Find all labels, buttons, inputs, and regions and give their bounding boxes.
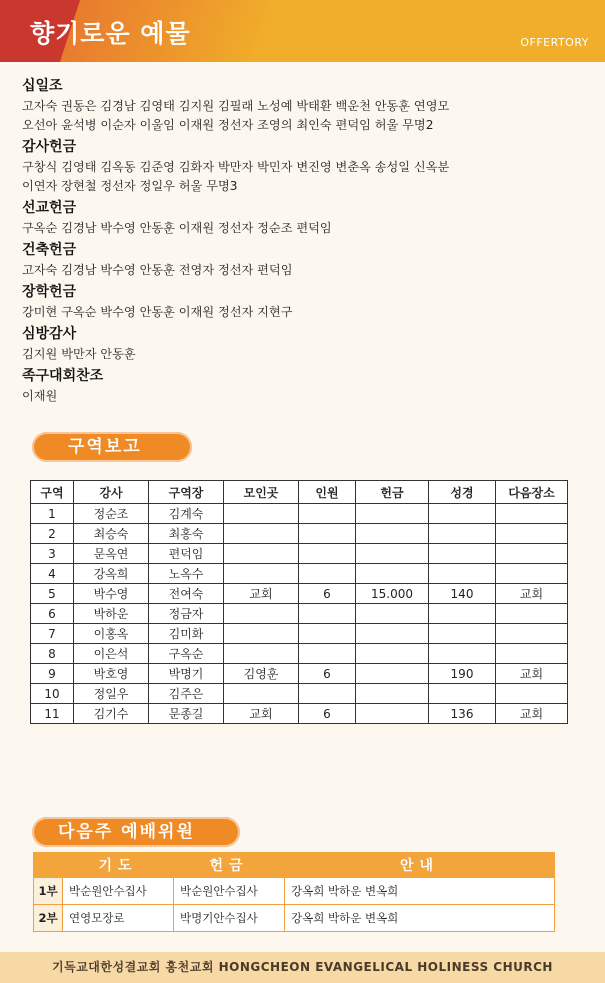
table-row <box>31 564 568 584</box>
offering-title: 건축헌금 <box>22 242 77 258</box>
column-header: 구역장 <box>149 481 224 504</box>
column-header: 성경 <box>429 481 496 504</box>
offering-title: 선교헌금 <box>22 200 77 216</box>
table-header-row <box>31 481 568 504</box>
table-cell <box>429 624 496 644</box>
table-row <box>31 684 568 704</box>
table-cell: 박명기 <box>149 664 224 684</box>
table-cell <box>356 604 429 624</box>
table-cell: 김영훈 <box>224 664 299 684</box>
table-cell: 교회 <box>496 704 568 724</box>
table-cell <box>356 664 429 684</box>
table-cell <box>299 564 356 584</box>
offering-names: 구창식 김영태 김옥동 김준영 김화자 박만자 박민자 변진영 변춘옥 송성일 신옥분 이연자 장현철 정선자 정일우 허울 무명3 <box>22 160 450 193</box>
table-cell: 노옥수 <box>149 564 224 584</box>
table-cell <box>299 624 356 644</box>
table-body <box>31 504 568 724</box>
table-cell <box>356 564 429 584</box>
table-cell: 박명기안수집사 <box>174 905 285 932</box>
table-cell <box>299 604 356 624</box>
table-cell: 9 <box>31 664 74 684</box>
table-cell <box>356 524 429 544</box>
offering-names: 이재원 <box>22 389 58 403</box>
table-cell <box>224 564 299 584</box>
table-cell: 구옥순 <box>149 644 224 664</box>
table-cell <box>299 644 356 664</box>
table-cell <box>356 684 429 704</box>
service-part: 1부 <box>34 878 63 905</box>
table-cell <box>224 524 299 544</box>
table-cell: 김기수 <box>74 704 149 724</box>
offering-title: 족구대회찬조 <box>22 368 104 384</box>
table-cell: 6 <box>299 664 356 684</box>
column-header: 안내 <box>285 853 555 878</box>
table-cell: 6 <box>299 584 356 604</box>
table-cell: 8 <box>31 644 74 664</box>
section-title-report: 구역보고 <box>32 432 192 462</box>
column-header: 헌금 <box>174 853 285 878</box>
table-row <box>31 544 568 564</box>
table-row <box>31 604 568 624</box>
page-title: 향기로운 예물 <box>30 19 191 48</box>
column-header <box>34 853 63 878</box>
column-header: 기도 <box>63 853 174 878</box>
table-cell: 문종길 <box>149 704 224 724</box>
table-cell <box>429 644 496 664</box>
table-cell: 교회 <box>496 664 568 684</box>
table-cell: 김미화 <box>149 624 224 644</box>
table-cell <box>429 524 496 544</box>
table-cell <box>299 504 356 524</box>
table-cell: 이은석 <box>74 644 149 664</box>
footer-church-name: 기독교대한성결교회 홍천교회 HONGCHEON EVANGELICAL HOLINESS CHURCH <box>0 952 605 983</box>
offering-mission <box>22 198 592 238</box>
table-cell: 문옥연 <box>74 544 149 564</box>
table-cell <box>224 504 299 524</box>
table-cell <box>496 564 568 584</box>
table-cell: 1 <box>31 504 74 524</box>
offering-visit <box>22 324 592 364</box>
table-cell <box>496 524 568 544</box>
table-cell: 교회 <box>224 704 299 724</box>
column-header: 강사 <box>74 481 149 504</box>
table-cell <box>224 604 299 624</box>
table-cell <box>429 604 496 624</box>
offering-scholarship <box>22 282 592 322</box>
offering-names: 김지원 박만자 안동훈 <box>22 347 136 361</box>
column-header: 인원 <box>299 481 356 504</box>
table-row <box>31 664 568 684</box>
table-row <box>34 905 555 932</box>
offering-title: 감사헌금 <box>22 139 77 155</box>
table-cell <box>429 544 496 564</box>
table-cell <box>299 524 356 544</box>
table-cell <box>224 544 299 564</box>
section-title-next-week: 다음주 예배위원 <box>32 817 240 847</box>
table-cell <box>496 604 568 624</box>
table-cell <box>299 544 356 564</box>
page-subtitle: OFFERTORY <box>520 36 589 49</box>
column-header: 다음장소 <box>496 481 568 504</box>
table-row <box>31 644 568 664</box>
table-cell <box>496 504 568 524</box>
table-cell <box>356 544 429 564</box>
next-week-table <box>33 852 555 932</box>
table-cell <box>356 644 429 664</box>
offering-title: 십일조 <box>22 78 63 94</box>
table-cell: 정순조 <box>74 504 149 524</box>
offering-title: 심방감사 <box>22 326 77 342</box>
table-cell <box>496 624 568 644</box>
table-cell: 이홍옥 <box>74 624 149 644</box>
table-cell: 박수영 <box>74 584 149 604</box>
table-cell <box>429 504 496 524</box>
table-cell <box>299 684 356 704</box>
offering-tithe <box>22 76 592 135</box>
table-cell: 전여숙 <box>149 584 224 604</box>
offering-names: 강미현 구옥순 박수영 안동훈 이재원 정선자 지현구 <box>22 305 293 319</box>
table-cell: 최홍숙 <box>149 524 224 544</box>
header-banner <box>0 0 605 62</box>
table-cell: 4 <box>31 564 74 584</box>
table-cell: 정일우 <box>74 684 149 704</box>
offering-thanks <box>22 137 592 196</box>
table-cell <box>496 644 568 664</box>
offering-building <box>22 240 592 280</box>
table-cell <box>356 504 429 524</box>
offering-list <box>22 76 592 408</box>
table-cell: 강옥희 박하운 변옥희 <box>285 905 555 932</box>
table-cell <box>224 644 299 664</box>
offering-names: 고자숙 김경남 박수영 안동훈 전영자 정선자 편덕임 <box>22 263 293 277</box>
table-cell <box>496 684 568 704</box>
table-cell: 3 <box>31 544 74 564</box>
service-part: 2부 <box>34 905 63 932</box>
table-cell: 박하운 <box>74 604 149 624</box>
table-cell <box>356 624 429 644</box>
table-cell: 11 <box>31 704 74 724</box>
table-cell: 교회 <box>224 584 299 604</box>
table-cell: 김계숙 <box>149 504 224 524</box>
table-cell: 10 <box>31 684 74 704</box>
offering-names: 고자숙 권동은 김경남 김영태 김지원 김필래 노성예 박태환 백운천 안동훈 연영모 오선아 윤석병 이순자 이울임 이재원 정선자 조영의 최인숙 편덕임 허울 무명2 <box>22 99 450 132</box>
table-row <box>31 504 568 524</box>
table-row <box>31 524 568 544</box>
table-cell: 최승숙 <box>74 524 149 544</box>
column-header: 헌금 <box>356 481 429 504</box>
table-cell <box>496 544 568 564</box>
table-row <box>31 704 568 724</box>
table-cell: 정금자 <box>149 604 224 624</box>
table-cell: 교회 <box>496 584 568 604</box>
district-report-table <box>30 480 568 724</box>
offering-football-sponsor <box>22 366 592 406</box>
table-cell: 15.000 <box>356 584 429 604</box>
table-cell <box>224 624 299 644</box>
table-cell <box>429 564 496 584</box>
offering-names: 구옥순 김경남 박수영 안동훈 이재원 정선자 정순조 편덕임 <box>22 221 332 235</box>
table-cell: 7 <box>31 624 74 644</box>
table-cell: 136 <box>429 704 496 724</box>
table-header-row <box>34 853 555 878</box>
table-cell: 강옥희 박하운 변옥희 <box>285 878 555 905</box>
table-row <box>34 878 555 905</box>
table-cell: 박호영 <box>74 664 149 684</box>
table-cell <box>356 704 429 724</box>
table-row <box>31 624 568 644</box>
table-cell: 140 <box>429 584 496 604</box>
table-cell: 연영모장로 <box>63 905 174 932</box>
table-cell: 6 <box>299 704 356 724</box>
table-cell: 편덕임 <box>149 544 224 564</box>
table-cell: 5 <box>31 584 74 604</box>
table-cell: 강옥희 <box>74 564 149 584</box>
offering-title: 장학헌금 <box>22 284 77 300</box>
table-cell <box>429 684 496 704</box>
table-cell: 190 <box>429 664 496 684</box>
table-cell: 박순원안수집사 <box>174 878 285 905</box>
table-cell: 2 <box>31 524 74 544</box>
table-cell <box>224 684 299 704</box>
column-header: 모인곳 <box>224 481 299 504</box>
table-cell: 박순원안수집사 <box>63 878 174 905</box>
column-header: 구역 <box>31 481 74 504</box>
table-cell: 6 <box>31 604 74 624</box>
table-row <box>31 584 568 604</box>
table-cell: 김주은 <box>149 684 224 704</box>
